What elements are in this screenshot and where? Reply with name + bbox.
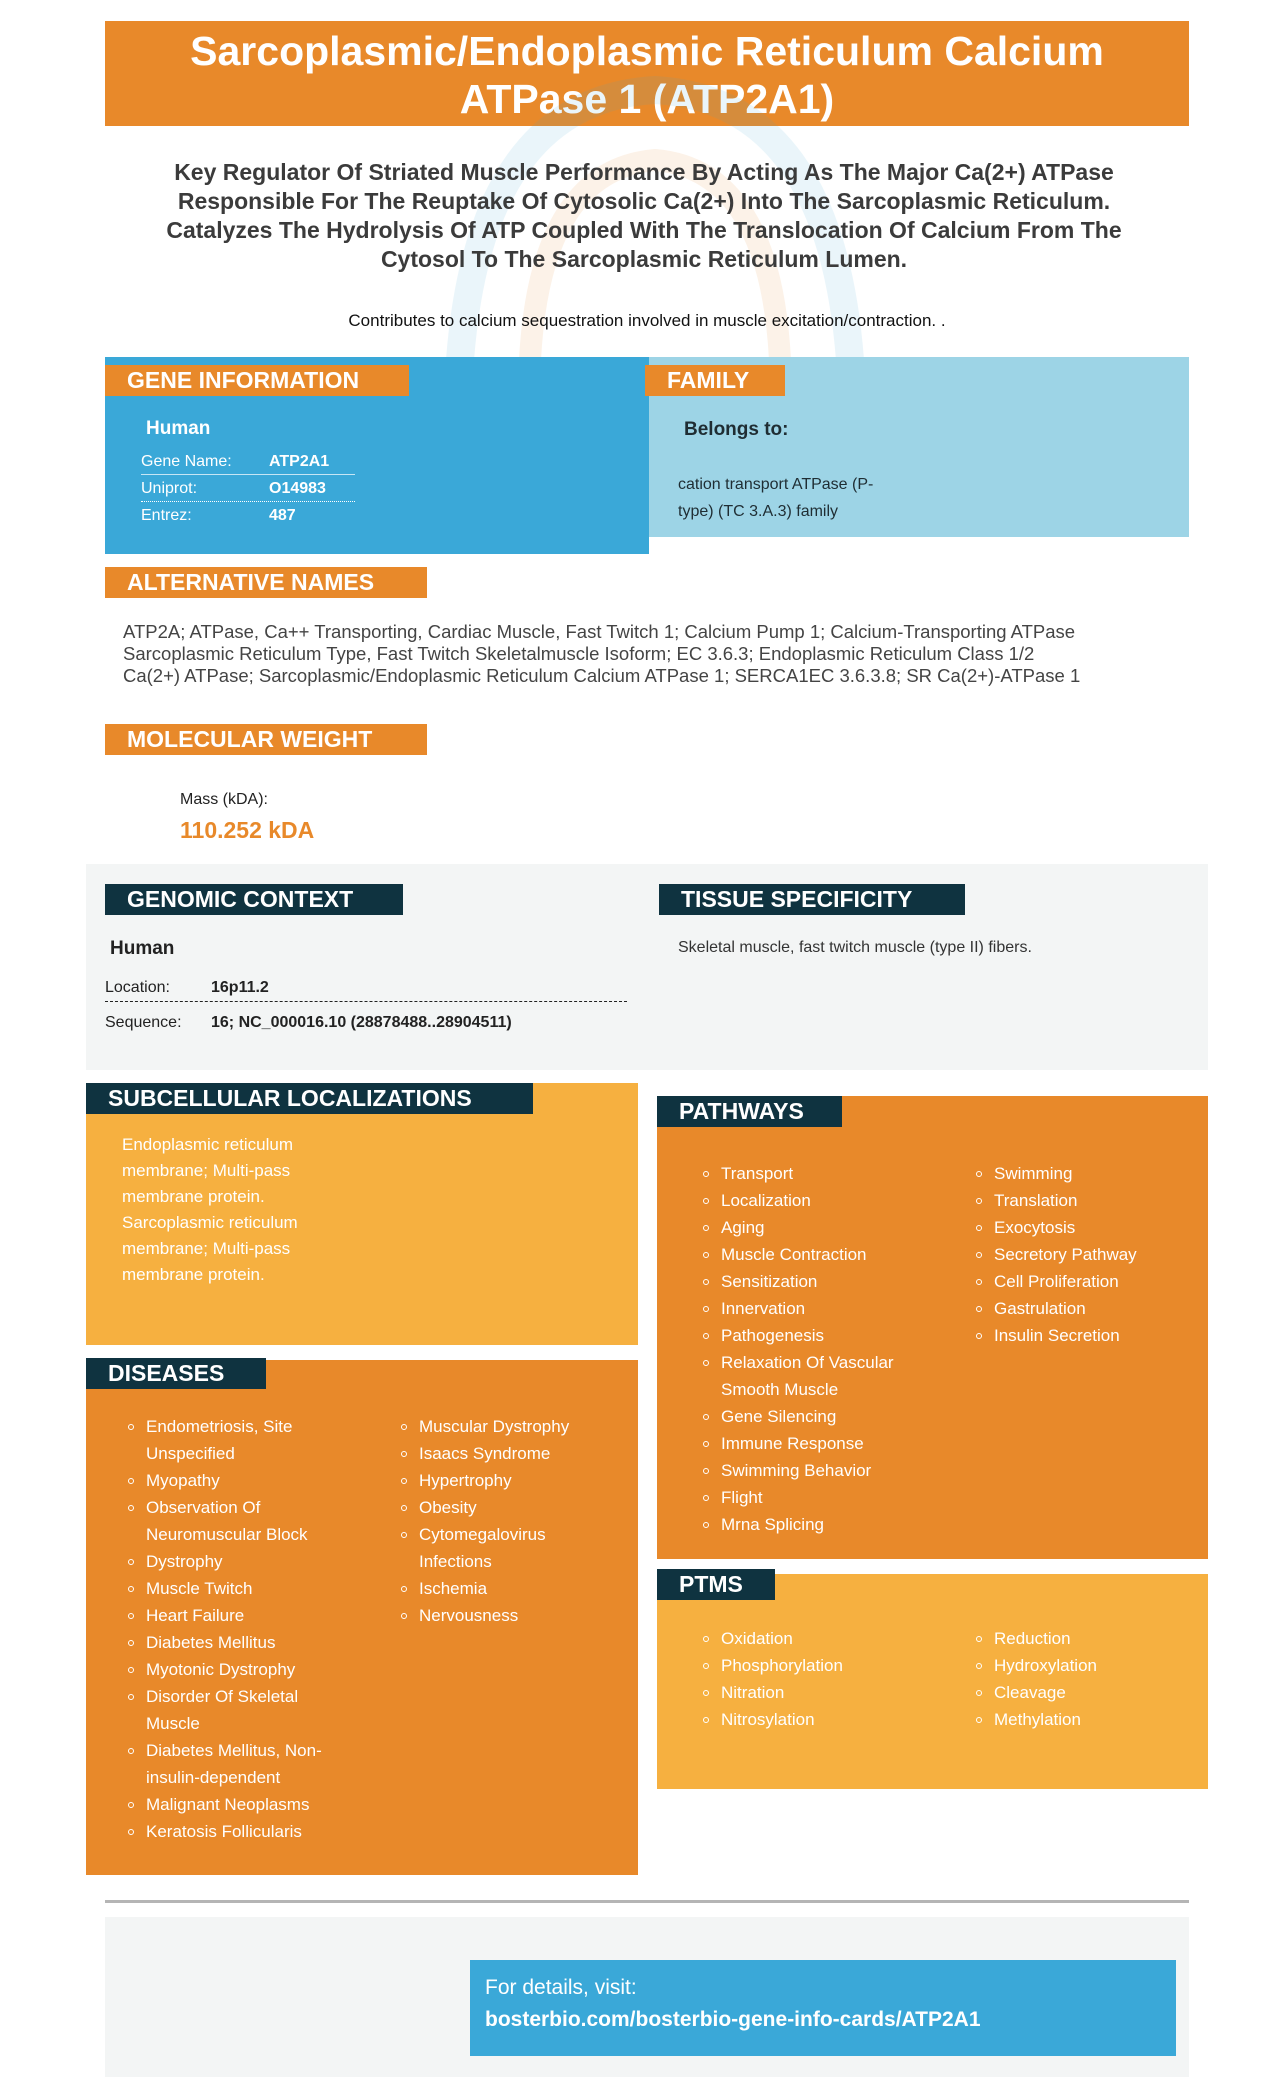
list-item: Gene Silencing (702, 1403, 942, 1430)
subcellular-line-6: membrane protein. (122, 1265, 265, 1284)
list-item: Heart Failure (127, 1602, 357, 1629)
list-item: Nervousness (400, 1602, 630, 1629)
list-item: Hypertrophy (400, 1467, 630, 1494)
subcellular-line-4: Sarcoplasmic reticulum (122, 1213, 298, 1232)
family-line-1: cation transport ATPase (P- (678, 476, 874, 493)
entrez-label: Entrez: (141, 507, 192, 524)
location-row (105, 974, 627, 1002)
uniprot-row (141, 475, 355, 502)
list-item: Myopathy (127, 1467, 357, 1494)
list-item: Malignant Neoplasms (127, 1791, 357, 1818)
diseases-heading: DISEASES (86, 1358, 266, 1389)
family-text (678, 471, 873, 525)
entrez-value: 487 (269, 507, 296, 524)
function-text: Contributes to calcium sequestration involved in muscle excitation/contraction. . (348, 311, 946, 330)
list-item: Relaxation Of Vascular Smooth Muscle (702, 1349, 942, 1403)
uniprot-value: O14983 (269, 480, 326, 497)
sequence-row (105, 1009, 627, 1037)
list-item: Reduction (975, 1625, 1195, 1652)
uniprot-label: Uniprot: (141, 480, 198, 497)
details-label: For details, visit: (485, 1976, 637, 1999)
ptms-column-2 (975, 1625, 1195, 1733)
list-item: Nitrosylation (702, 1706, 942, 1733)
list-item: Gastrulation (975, 1295, 1195, 1322)
subcellular-localizations-panel (86, 1083, 638, 1345)
location-value: 16p11.2 (211, 979, 269, 996)
list-item: Obesity (400, 1494, 630, 1521)
ptms-column-1 (702, 1625, 942, 1733)
list-item: Sensitization (702, 1268, 942, 1295)
list-item: Swimming Behavior (702, 1457, 942, 1484)
list-item: Swimming (975, 1160, 1195, 1187)
title-line-1: Sarcoplasmic/Endoplasmic Reticulum Calcium (190, 28, 1104, 74)
list-item: Transport (702, 1160, 942, 1187)
subcellular-line-5: membrane; Multi-pass (122, 1239, 291, 1258)
sequence-value: 16; NC_000016.10 (28878488..28904511) (211, 1014, 512, 1031)
entrez-row (141, 502, 355, 529)
family-line-2: type) (TC 3.A.3) family (678, 503, 839, 520)
molecular-weight-heading: MOLECULAR WEIGHT (105, 724, 427, 755)
list-item: Muscle Twitch (127, 1575, 357, 1602)
list-item: Observation Of Neuromuscular Block (127, 1494, 357, 1548)
subcellular-line-3: membrane protein. (122, 1187, 265, 1206)
mass-value: 110.252 kDA (180, 817, 315, 843)
gene-name-value: ATP2A1 (269, 453, 330, 470)
list-item: Cytomegalovirus Infections (400, 1521, 630, 1575)
alt-names-line-3: Ca(2+) ATPase; Sarcoplasmic/Endoplasmic Reticulum Calcium ATPase 1; SERCA1EC 3.6.3.8; SR Ca(2+)-ATPase 1 (123, 665, 1081, 686)
family-heading: FAMILY (645, 365, 785, 396)
gene-name-row (141, 448, 355, 475)
list-item: Keratosis Follicularis (127, 1818, 357, 1845)
gene-species: Human (146, 418, 211, 439)
alternative-names-text (123, 621, 1178, 687)
list-item: Methylation (975, 1706, 1195, 1733)
list-item: Secretory Pathway (975, 1241, 1195, 1268)
ptms-heading: PTMS (657, 1569, 775, 1600)
title-line-2: ATPase 1 (ATP2A1) (459, 76, 835, 122)
list-item: Nitration (702, 1679, 942, 1706)
alternative-names-heading: ALTERNATIVE NAMES (105, 567, 427, 598)
subcellular-line-2: membrane; Multi-pass (122, 1161, 291, 1180)
list-item: Pathogenesis (702, 1322, 942, 1349)
diseases-panel (86, 1360, 638, 1875)
pathways-column-1 (702, 1160, 942, 1538)
list-item: Phosphorylation (702, 1652, 942, 1679)
details-card (470, 1960, 1176, 2056)
list-item: Mrna Splicing (702, 1511, 942, 1538)
list-item: Muscle Contraction (702, 1241, 942, 1268)
list-item: Diabetes Mellitus, Non- insulin-dependent (127, 1737, 357, 1791)
list-item: Translation (975, 1187, 1195, 1214)
diseases-column-1 (127, 1413, 357, 1845)
alt-names-line-2: Sarcoplasmic Reticulum Type, Fast Twitch Skeletalmuscle Isoform; EC 3.6.3; Endoplasmic Reticulum Class 1/2 (123, 643, 1035, 664)
list-item: Flight (702, 1484, 942, 1511)
list-item: Disorder Of Skeletal Muscle (127, 1683, 357, 1737)
list-item: Isaacs Syndrome (400, 1440, 630, 1467)
gene-information-heading: GENE INFORMATION (105, 365, 409, 396)
subcellular-line-1: Endoplasmic reticulum (122, 1135, 294, 1154)
gene-name-label: Gene Name: (141, 453, 232, 470)
subcellular-localizations-heading: SUBCELLULAR LOCALIZATIONS (86, 1083, 533, 1114)
list-item: Cell Proliferation (975, 1268, 1195, 1295)
list-item: Hydroxylation (975, 1652, 1195, 1679)
list-item: Myotonic Dystrophy (127, 1656, 357, 1683)
location-label: Location: (105, 979, 170, 996)
list-item: Innervation (702, 1295, 942, 1322)
genomic-species: Human (110, 938, 175, 959)
list-item: Endometriosis, Site Unspecified (127, 1413, 357, 1467)
diseases-column-2 (400, 1413, 630, 1629)
sequence-label: Sequence: (105, 1014, 182, 1031)
details-link[interactable]: bosterbio.com/bosterbio-gene-info-cards/ATP2A1 (485, 2008, 981, 2031)
list-item: Exocytosis (975, 1214, 1195, 1241)
pathways-panel (657, 1096, 1208, 1559)
genomic-context-heading: GENOMIC CONTEXT (105, 884, 403, 915)
list-item: Diabetes Mellitus (127, 1629, 357, 1656)
pathways-heading: PATHWAYS (657, 1096, 842, 1127)
belongs-to-label: Belongs to: (684, 419, 789, 440)
mass-label: Mass (kDA): (180, 791, 268, 808)
list-item: Aging (702, 1214, 942, 1241)
ptms-panel (657, 1574, 1208, 1789)
list-item: Ischemia (400, 1575, 630, 1602)
list-item: Cleavage (975, 1679, 1195, 1706)
protein-summary: Key Regulator Of Striated Muscle Performance By Acting As The Major Ca(2+) ATPase Responsible For The Reuptake Of Cytosolic Ca(2+) Into The Sarcoplasmic Reticulum. Catalyzes The Hydrolysis Of ATP Coupled With The Translocation Of Calcium From The Cytosol To The Sarcoplasmic Reticulum Lumen. (166, 159, 1122, 272)
list-item: Muscular Dystrophy (400, 1413, 630, 1440)
list-item: Dystrophy (127, 1548, 357, 1575)
list-item: Oxidation (702, 1625, 942, 1652)
list-item: Immune Response (702, 1430, 942, 1457)
alt-names-line-1: ATP2A; ATPase, Ca++ Transporting, Cardiac Muscle, Fast Twitch 1; Calcium Pump 1; Calcium-Transporting ATPase (123, 621, 1076, 642)
tissue-specificity-heading: TISSUE SPECIFICITY (659, 884, 965, 915)
footer-divider (105, 1900, 1189, 1903)
list-item: Localization (702, 1187, 942, 1214)
list-item: Insulin Secretion (975, 1322, 1195, 1349)
tissue-specificity-text: Skeletal muscle, fast twitch muscle (type II) fibers. (678, 939, 1032, 956)
pathways-column-2 (975, 1160, 1195, 1349)
subcellular-text (122, 1132, 298, 1288)
